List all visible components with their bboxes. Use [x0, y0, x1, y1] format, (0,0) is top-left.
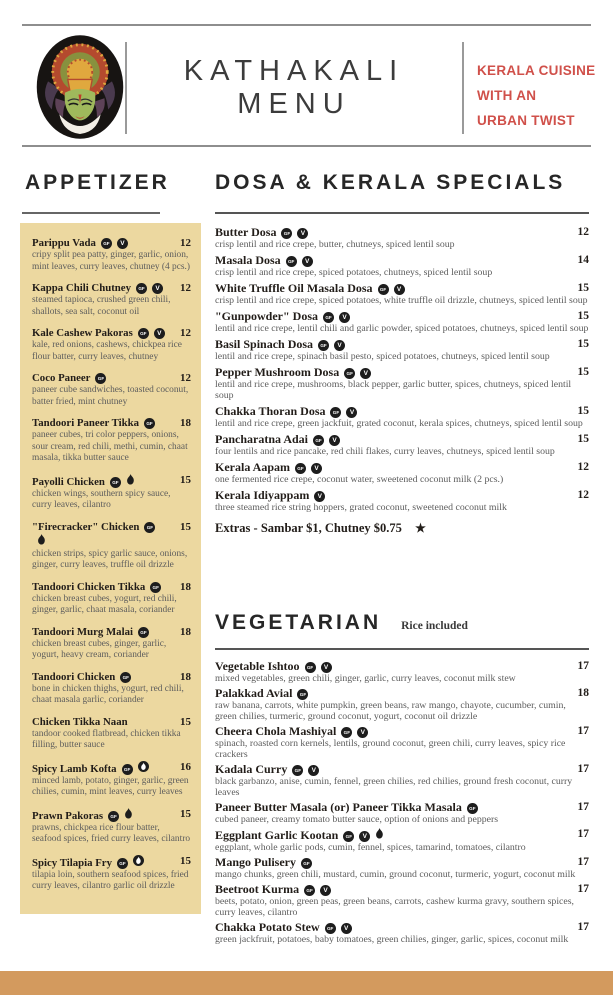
vegan-icon: V [346, 407, 357, 418]
menu-item-name: Basil Spinach Dosa [215, 337, 314, 351]
menu-item [215, 828, 589, 853]
menu-item-price: 15 [577, 310, 589, 322]
menu-item-price: 15 [180, 520, 191, 533]
vegan-icon: V [154, 328, 165, 339]
dosa-underline [215, 212, 589, 214]
menu-item-price: 17 [577, 660, 589, 672]
gluten-free-icon: GF [101, 238, 112, 249]
menu-item [32, 327, 191, 363]
menu-item-name: Chakka Potato Stew [215, 920, 320, 934]
menu-item-price: 15 [180, 715, 191, 728]
menu-item-description: crisp lentil and rice crepe, spiced potatoes, white truffle oil drizzle, chutneys, spiced lentil soup [215, 295, 588, 306]
menu-item-header [215, 433, 589, 446]
appetizer-title: APPETIZER [25, 171, 170, 194]
menu-item [32, 282, 191, 318]
menu-item-description: beets, potato, onion, green peas, green beans, carrots, cashew kurma gravy, southern spices, curry leaves, cilantro [215, 896, 575, 918]
menu-item-price: 15 [577, 433, 589, 445]
menu-item [215, 856, 589, 880]
menu-item-header [32, 237, 191, 250]
menu-item-name: Parippu Vada [32, 237, 96, 249]
menu-item-price: 17 [577, 763, 589, 775]
menu-item [215, 801, 589, 825]
menu-item-description: mango chunks, green chili, mustard, cumin, ground coconut, turmeric, yogurt, coconut milk [215, 869, 576, 880]
gluten-free-icon: GF [108, 811, 119, 822]
menu-item-header [215, 366, 589, 379]
menu-item [215, 226, 589, 250]
spicy-circle-icon [133, 855, 144, 870]
menu-item-description: four lentils and rice pancake, red chili flakes, curry leaves, chutneys, spiced lentil soup [215, 446, 555, 457]
menu-item-header [215, 801, 589, 814]
menu-item-price: 15 [577, 405, 589, 417]
menu-item-header [215, 310, 589, 323]
menu-item-name: Pepper Mushroom Dosa [215, 365, 340, 379]
menu-item-header [215, 489, 589, 502]
menu-item-price: 12 [180, 372, 191, 384]
vegan-icon: V [360, 368, 371, 379]
gluten-free-icon: GF [343, 831, 354, 842]
gluten-free-icon: GF [286, 256, 297, 267]
gluten-free-icon: GF [297, 689, 308, 700]
menu-item-header [215, 921, 589, 934]
menu-item-description: lentil and rice crepe, lentil chili and garlic powder, spiced potatoes, chutneys, spiced lentil soup [215, 323, 589, 334]
gluten-free-icon: GF [318, 340, 329, 351]
title-line2: MENU [237, 88, 351, 120]
menu-item-price: 17 [577, 725, 589, 737]
menu-item-price: 18 [577, 687, 589, 699]
menu-item-header [32, 626, 191, 639]
menu-item-price: 14 [577, 254, 589, 266]
menu-item-price: 12 [180, 282, 191, 294]
menu-item [32, 626, 191, 662]
menu-item [215, 489, 589, 513]
gluten-free-icon: GF [305, 662, 316, 673]
menu-item [215, 763, 589, 798]
gluten-free-icon: GF [110, 477, 121, 488]
menu-item-name: Prawn Pakoras [32, 809, 104, 822]
gluten-free-icon: GF [138, 328, 149, 339]
menu-item-name: Masala Dosa [215, 253, 281, 267]
dosa-title: DOSA & KERALA SPECIALS [215, 171, 566, 194]
menu-item-price: 18 [180, 580, 191, 593]
header-divider-left [125, 42, 127, 134]
menu-item-name: Coco Paneer [32, 372, 91, 384]
title-line1: KATHAKALI [183, 55, 405, 87]
header-bottom-rule [22, 145, 591, 147]
menu-item-description: eggplant, whole garlic pods, cumin, fennel, spices, tamarind, tomatoes, cilantro [215, 842, 526, 853]
menu-item [32, 372, 191, 408]
menu-item-price: 12 [577, 461, 589, 473]
gluten-free-icon: GF [292, 765, 303, 776]
header-divider-right [462, 42, 464, 134]
gluten-free-icon: GF [117, 858, 128, 869]
menu-item-description: cripy split pea patty, ginger, garlic, onion, mint leaves, curry leaves, chutney (4 pcs.) [32, 250, 191, 272]
menu-item-name: Mango Pulisery [215, 855, 296, 869]
spicy-circle-icon [138, 761, 149, 776]
bottom-accent-bar [0, 971, 613, 995]
menu-item-name: "Firecracker" Chicken [32, 520, 140, 533]
menu-item-name: Kerala Aapam [215, 460, 290, 474]
menu-item-header [215, 660, 589, 673]
menu-item-price: 16 [180, 760, 191, 773]
menu-item-price: 12 [180, 327, 191, 339]
menu-item [215, 921, 589, 945]
menu-item-price: 17 [577, 883, 589, 895]
menu-item-name: Pancharatna Adai [215, 432, 309, 446]
menu-item [215, 433, 589, 457]
menu-item-name: Tandoori Chicken [32, 670, 116, 683]
menu-item-price: 12 [577, 226, 589, 238]
menu-item-header [215, 763, 589, 776]
menu-item-description: steamed tapioca, crushed green chili, shallots, sea salt, coconut oil [32, 295, 171, 317]
menu-item-name: White Truffle Oil Masala Dosa [215, 281, 373, 295]
vegan-icon: V [359, 831, 370, 842]
menu-item [32, 417, 191, 465]
gluten-free-icon: GF [341, 727, 352, 738]
tagline-line1: KERALA CUISINE [477, 63, 596, 78]
vegan-icon: V [357, 727, 368, 738]
vegan-icon: V [314, 491, 325, 502]
vegetarian-items [215, 660, 589, 945]
menu-item-name: Beetroot Kurma [215, 882, 300, 896]
menu-item-name: Tandoori Chicken Tikka [32, 580, 146, 593]
gluten-free-icon: GF [122, 764, 133, 775]
menu-item-description: chicken wings, southern spicy sauce, curry leaves, cilantro [32, 488, 171, 510]
menu-item-header [215, 461, 589, 474]
menu-item [32, 521, 191, 572]
kathakali-logo [33, 32, 127, 142]
menu-item-description: tandoor cooked flatbread, chicken tikka filling, butter sauce [32, 728, 181, 750]
menu-item-price: 18 [180, 417, 191, 429]
menu-item-description: cubed paneer, creamy tomato butter sauce, option of onions and peppers [215, 814, 499, 825]
vegetarian-title-text: VEGETARIAN [215, 611, 382, 634]
gluten-free-icon: GF [136, 283, 147, 294]
gluten-free-icon: GF [138, 627, 149, 638]
gluten-free-icon: GF [144, 418, 155, 429]
menu-item-description: green jackfruit, potatoes, baby tomatoes, green chilies, ginger, garlic, spices, coconut milk [215, 934, 569, 945]
menu-item-header [32, 716, 191, 729]
kathakali-face-icon [33, 32, 127, 142]
menu-item-description: chicken breast cubes, ginger, garlic, yogurt, heavy cream, coriander [32, 638, 167, 660]
gluten-free-icon: GF [304, 885, 315, 896]
menu-item-price: 12 [180, 237, 191, 249]
vegan-icon: V [329, 435, 340, 446]
menu-item [32, 808, 191, 846]
menu-item-name: Spicy Tilapia Fry [32, 856, 112, 869]
vegetarian-note: Rice included [401, 620, 468, 632]
vegan-icon: V [297, 228, 308, 239]
vegan-icon: V [334, 340, 345, 351]
menu-item-header [32, 372, 191, 385]
gluten-free-icon: GF [150, 582, 161, 593]
menu-item-price: 15 [577, 366, 589, 378]
menu-item-header [32, 474, 191, 489]
menu-item-description: paneer cubes, tri color peppers, onions, sour cream, red chili, methi, cumin, chaat masala, tikka butter sauce [32, 430, 188, 463]
menu-item-header [215, 338, 589, 351]
menu-item-price: 18 [180, 625, 191, 638]
gluten-free-icon: GF [344, 368, 355, 379]
spicy-flame-icon [375, 828, 384, 842]
menu-item-header [215, 254, 589, 267]
tagline [477, 58, 595, 133]
menu-item-name: Cheera Chola Mashiyal [215, 724, 337, 738]
menu-item-header [215, 725, 589, 738]
menu-item-header [215, 856, 589, 869]
menu-item-price: 17 [577, 801, 589, 813]
gluten-free-icon: GF [120, 672, 131, 683]
menu-item-price: 15 [577, 282, 589, 294]
menu-item [215, 338, 589, 362]
extras-line [215, 521, 589, 536]
menu-item-price: 17 [577, 856, 589, 868]
menu-item-name: Kappa Chili Chutney [32, 282, 132, 294]
menu-item [215, 883, 589, 918]
gluten-free-icon: GF [281, 228, 292, 239]
gluten-free-icon: GF [295, 463, 306, 474]
menu-item-description: crisp lentil and rice crepe, butter, chutneys, spiced lentil soup [215, 239, 455, 250]
vegetarian-section [215, 610, 589, 948]
menu-item [32, 855, 191, 893]
menu-item-description: lentil and rice crepe, spinach basil pesto, spiced potatoes, chutneys, spiced lentil soup [215, 351, 550, 362]
menu-item-header [32, 808, 191, 823]
gluten-free-icon: GF [144, 522, 155, 533]
menu-item-price: 12 [577, 489, 589, 501]
menu-item-header [32, 581, 191, 594]
menu-item-header [32, 521, 191, 549]
menu-item-description: chicken breast cubes, yogurt, red chili, ginger, garlic, chaat masala, coriander [32, 593, 177, 615]
dosa-items [215, 226, 589, 513]
menu-item [215, 310, 589, 334]
menu-item [32, 761, 191, 799]
menu-item-price: 17 [577, 921, 589, 933]
menu-item-name: Vegetable Ishtoo [215, 659, 300, 673]
menu-item-header [32, 327, 191, 340]
menu-item-price: 15 [577, 338, 589, 350]
extras-label: Extras - Sambar $1, Chutney $0.75 [215, 521, 402, 535]
menu-item-header [32, 282, 191, 295]
dosa-section [215, 170, 589, 536]
menu-item-description: black garbanzo, anise, cumin, fennel, green chilies, red chilies, ground fresh coconut, curry leaves [215, 776, 573, 798]
menu-item-description: spinach, roasted corn kernels, lentils, ground coconut, green chili, curry leaves, spicy rice crackers [215, 738, 566, 760]
gluten-free-icon: GF [95, 373, 106, 384]
menu-item-header [32, 761, 191, 776]
menu-item-header [32, 855, 191, 870]
menu-item-header [215, 828, 589, 842]
tagline-line3: URBAN TWIST [477, 113, 575, 128]
menu-item-name: Kale Cashew Pakoras [32, 327, 133, 339]
menu-item-header [215, 405, 589, 418]
menu-item-description: paneer cube sandwiches, toasted coconut, batter fried, mint chutney [32, 385, 189, 407]
menu-item-price: 15 [180, 854, 191, 867]
vegan-icon: V [311, 463, 322, 474]
menu-item-header [215, 282, 589, 295]
menu-item-price: 18 [180, 670, 191, 683]
menu-item-description: tilapia loin, southern seafood spices, fried curry leaves, cilantro garlic oil drizzle [32, 869, 189, 891]
appetizer-items [32, 237, 191, 893]
appetizer-underline [22, 212, 160, 214]
menu-item [215, 366, 589, 401]
vegan-icon: V [394, 284, 405, 295]
star-icon: ★ [415, 521, 426, 535]
gluten-free-icon: GF [301, 858, 312, 869]
gluten-free-icon: GF [313, 435, 324, 446]
menu-item-name: Paneer Butter Masala (or) Paneer Tikka Masala [215, 800, 462, 814]
vegan-icon: V [152, 283, 163, 294]
gluten-free-icon: GF [378, 284, 389, 295]
menu-item-description: crisp lentil and rice crepe, spiced potatoes, chutneys, spiced lentil soup [215, 267, 493, 278]
vegan-icon: V [302, 256, 313, 267]
menu-item-name: Palakkad Avial [215, 686, 293, 700]
menu-item-name: "Gunpowder" Dosa [215, 309, 319, 323]
menu-item [32, 671, 191, 707]
menu-item [32, 474, 191, 512]
menu-item-description: raw banana, carrots, white pumpkin, green beans, raw mango, chayote, cucumber, cumin, green chilies, turmeric, ground coconut, yogurt, coconut oil drizzle [215, 700, 566, 722]
menu-item [215, 687, 589, 722]
appetizer-panel [20, 223, 201, 914]
vegan-icon: V [308, 765, 319, 776]
menu-item-name: Spicy Lamb Kofta [32, 762, 117, 775]
menu-item-price: 17 [577, 828, 589, 840]
menu-item-description: bone in chicken thighs, yogurt, red chili, chaat masala garlic, coriander [32, 683, 184, 705]
menu-item-header [215, 226, 589, 239]
header-top-rule [22, 24, 591, 26]
menu-item [215, 405, 589, 429]
vegan-icon: V [117, 238, 128, 249]
menu-item-name: Chakka Thoran Dosa [215, 404, 326, 418]
gluten-free-icon: GF [325, 923, 336, 934]
menu-item [32, 581, 191, 617]
menu-item-name: Chicken Tikka Naan [32, 715, 128, 728]
menu-item-name: Eggplant Garlic Kootan [215, 828, 339, 842]
spicy-flame-icon [124, 808, 133, 823]
menu-item-header [32, 671, 191, 684]
menu-item-description: one fermented rice crepe, coconut water, sweetened coconut milk (2 pcs.) [215, 474, 504, 485]
vegan-icon: V [341, 923, 352, 934]
menu-item-header [215, 687, 589, 700]
vegetarian-underline [215, 648, 589, 650]
menu-item-description: chicken strips, spicy garlic sauce, onions, ginger, curry leaves, truffle oil drizzle [32, 548, 188, 570]
menu-item [215, 660, 589, 684]
menu-item [32, 237, 191, 273]
menu-item-name: Tandoori Murg Malai [32, 625, 133, 638]
menu-item [215, 461, 589, 485]
vegan-icon: V [320, 885, 331, 896]
menu-item [215, 725, 589, 760]
vegan-icon: V [339, 312, 350, 323]
menu-item-price: 15 [180, 473, 191, 486]
gluten-free-icon: GF [330, 407, 341, 418]
spicy-flame-icon [37, 534, 46, 549]
vegetarian-title [215, 610, 589, 639]
spicy-flame-icon [126, 474, 135, 489]
menu-title [138, 55, 450, 121]
menu-item-name: Tandoori Paneer Tikka [32, 417, 140, 429]
menu-item [215, 282, 589, 306]
gluten-free-icon: GF [467, 803, 478, 814]
gluten-free-icon: GF [323, 312, 334, 323]
vegan-icon: V [321, 662, 332, 673]
menu-item-price: 15 [180, 807, 191, 820]
menu-item-name: Kerala Idiyappam [215, 488, 310, 502]
menu-item-header [215, 883, 589, 896]
menu-item-description: mixed vegetables, green chili, ginger, garlic, curry leaves, coconut milk stew [215, 673, 516, 684]
tagline-line2: WITH AN [477, 88, 537, 103]
menu-item-description: lentil and rice crepe, green jackfuit, grated coconut, kerala spices, chutneys, spiced lentil soup [215, 418, 583, 429]
menu-item-description: kale, red onions, cashews, chickpea rice flour batter, curry leaves, chutney [32, 340, 182, 362]
menu-item-description: three steamed rice string hoppers, grated coconut, sweetened coconut milk [215, 502, 507, 513]
menu-item [32, 716, 191, 752]
menu-item-header [32, 417, 191, 430]
appetizer-section [20, 170, 201, 914]
menu-item-name: Payolli Chicken [32, 475, 105, 488]
menu-item-description: prawns, chickpea rice flour batter, seafood spices, fried curry leaves, cilantro [32, 822, 191, 844]
menu-item-name: Kadala Curry [215, 762, 288, 776]
menu-item-name: Butter Dosa [215, 225, 277, 239]
menu-item [215, 254, 589, 278]
menu-item-description: lentil and rice crepe, mushrooms, black pepper, garlic butter, spices, chutneys, spiced lentil soup [215, 379, 572, 401]
menu-item-description: minced lamb, potato, ginger, garlic, green chilies, cumin, mint leaves, curry leaves [32, 775, 189, 797]
